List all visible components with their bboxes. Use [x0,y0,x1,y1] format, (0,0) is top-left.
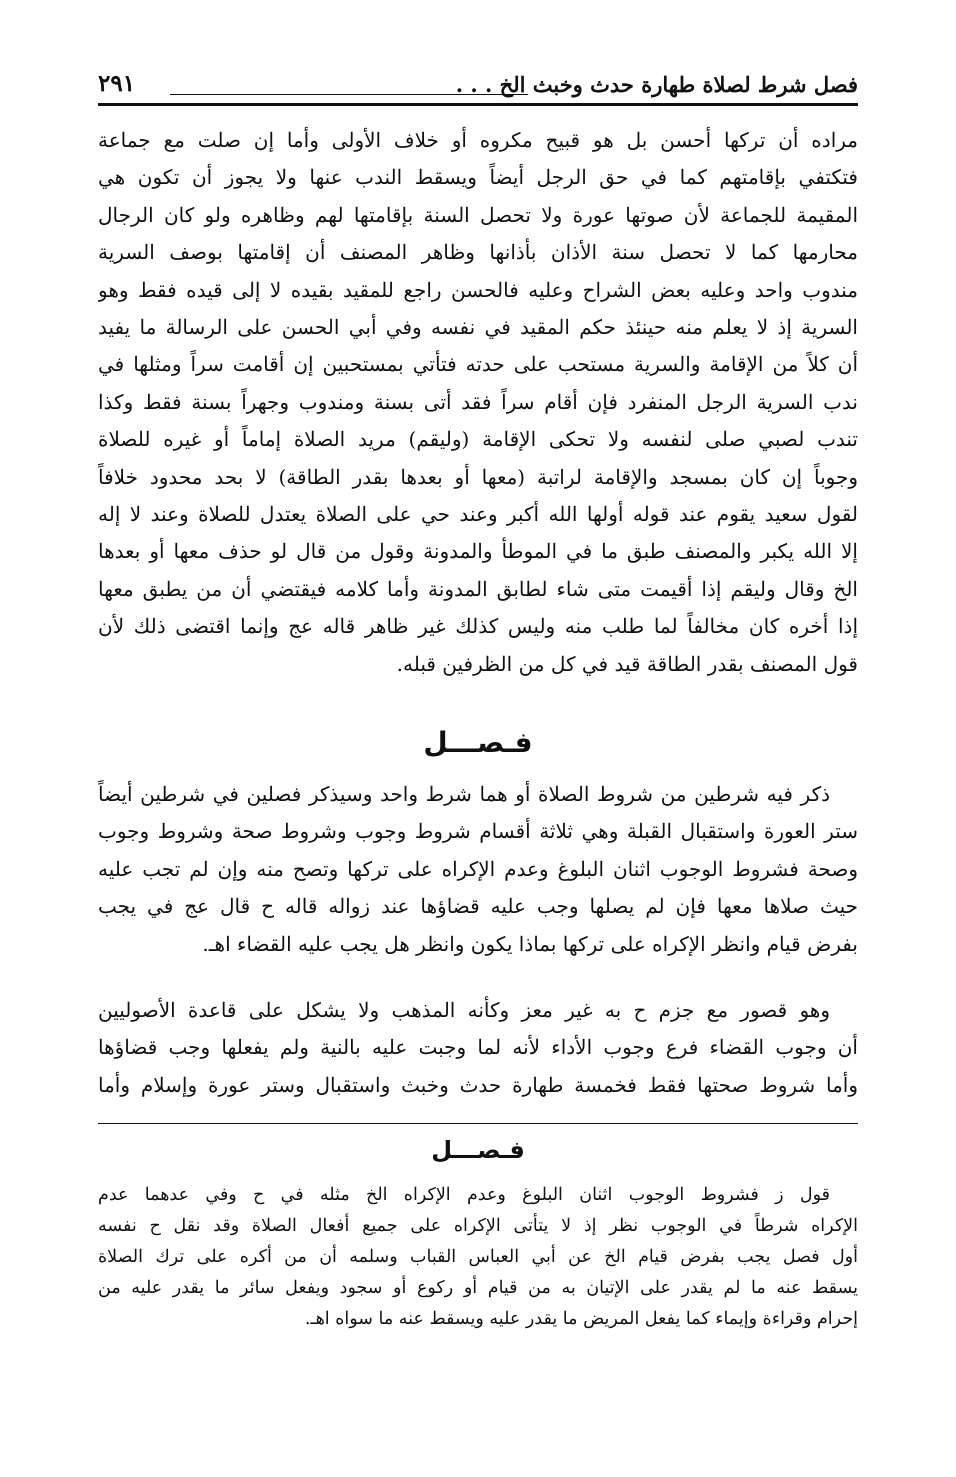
text-line: لقول سعيد يقوم عند قوله أولها الله أكبر وعند حي على الصلاة يعتدل للصلاة وعند لا إله [98,502,858,527]
header-dotted-rule [170,94,528,95]
footnote-line: يسقط عنه ما لم يقدر على الإتيان به من قيام أو ركوع أو سجود ويفعل سائر ما يقدر عليه من [98,1278,858,1298]
text-line: بفرض قيام وانظر الإكراه على تركها بماذا يكون وانظر هل يجب عليه القضاء اهـ. [202,931,858,956]
text-line: أن كلاً من الإقامة والسرية مستحب على حدته فتأتي بمستحبين إن أقامت سراً ومثلها في [98,352,858,377]
text-line: إذا أخره كان مخالفاً لما طلب منه وليس كذلك غير ظاهر قاله عج وإنما اقتضى ذلك لأن [98,614,858,639]
section-paragraph-2 [98,992,858,1104]
footnote-line: إحرام وقراءة وإيماء كما يفعل المريض ما يقدر عليه ويسقط عنه ما سواه اهـ. [304,1309,858,1329]
text-line: ستر العورة واستقبال القبلة وهي ثلاثة أقسام شروط وجوب وشروط صحة وشروط وجوب [98,819,858,844]
text-line: تندب لصبي صلى لنفسه ولا تحكى الإقامة (وليقم) مريد الصلاة إماماً أو غيره للصلاة [98,427,858,452]
header-rule [98,103,858,106]
section-heading: فـصـــل [423,726,533,759]
text-line: حيث صلاها معها فإن لم يصلها وجب عليه قضاؤها عند زواله قاله ح قال عج في يجب [98,894,858,919]
text-line: وهو قصور مع جزم ح به غير معز وكأنه المذهب ولا يشكل على قاعدة الأصوليين [98,998,830,1022]
footnote-line: قول ز فشروط الوجوب اثنان البلوغ وعدم الإكراه الخ مثله في ح وفي عدهما عدم [98,1185,830,1205]
section-paragraph-1 [98,776,858,963]
text-line: فتكتفي بإقامتهم كما في حق الرجل أيضاً ويسقط الندب عنها ولا يجوز أن تكون هي [98,165,858,190]
footnote-text [98,1180,858,1335]
text-line: وأما شروط صحتها فقط فخمسة طهارة حدث وخبث واستقبال وستر عورة وإسلام وأما [98,1072,858,1097]
text-line: وجوباً إن كان بمسجد والإقامة لراتبة (معها أو بعدها بقدر الطاقة) لا بحد محدود خلافاً [98,464,858,489]
text-line: أن وجوب القضاء فرع وجوب الأداء لأنه لما وجبت عليه بالنية ولم يفعلها وجب قضاؤها [98,1035,858,1060]
text-line: مراده أن تركها أحسن بل هو قبيح مكروه أو خلاف الأولى وأما إن صلت مع جماعة [98,128,858,152]
text-line: محارمها كما لا تحصل سنة الأذان بأذانها وظاهر المصنف أن إقامتها بوصف السرية [98,240,858,265]
running-title: فصل شرط لصلاة طهارة حدث وخبث الخ . . . [455,72,858,97]
footnote-rule [98,1123,858,1124]
footnote-line: أول فصل يجب بفرض قيام الخ عن أبي العباس القباب وسلمه أن من أكره على ترك الصلاة [98,1247,858,1267]
text-line: قول المصنف بقدر الطاقة قيد في كل من الظرفين قبله. [396,651,858,676]
footnote-heading: فـصـــل [431,1136,525,1164]
text-line: الخ وقال وليقم إذا أقيمت متى شاء لطابق المدونة وأما كلامه فيقتضي أن من يطبق معها [98,576,858,601]
text-line: ذكر فيه شرطين من شروط الصلاة أو هما شرط واحد وسيذكر فصلين في شرطين أيضاً [98,782,830,806]
page-number: ٢٩١ [98,70,136,97]
text-line: السرية إذ لا يعلم منه حينئذ حكم المقيد في نفسه وفي أبي الحسن على الرسالة ما يفيد [98,315,858,340]
main-text [98,122,858,683]
text-line: مندوب واحد وعليه بعض الشراح وعليه فالحسن راجع للمقيد بقيده لا إلى قيده فقط وهو [98,277,858,302]
text-line: المقيمة للجماعة لأن صوتها عورة ولا تحصل السنة بإقامتها لهم وظاهره ولو كان الرجال [98,202,858,227]
footnote-line: الإكراه شرطاً في الوجوب نظر إذ لا يتأتى الإكراه على جميع أفعال الصلاة وقد نقل ح نفسه [98,1216,858,1236]
text-line: ندب السرية الرجل المنفرد فإن أقام سراً فقد أتى بسنة ومندوب وجهراً بسنة فقط وكذا [98,389,858,414]
text-line: وصحة فشروط الوجوب اثنان البلوغ وعدم الإكراه على تركها وتصح منه وإن لم تجب عليه [98,856,858,881]
text-line: إلا الله يكبر والمصنف طبق ما في الموطأ والمدونة وقول من قال لو حذف معها أو بعدها [98,539,858,564]
